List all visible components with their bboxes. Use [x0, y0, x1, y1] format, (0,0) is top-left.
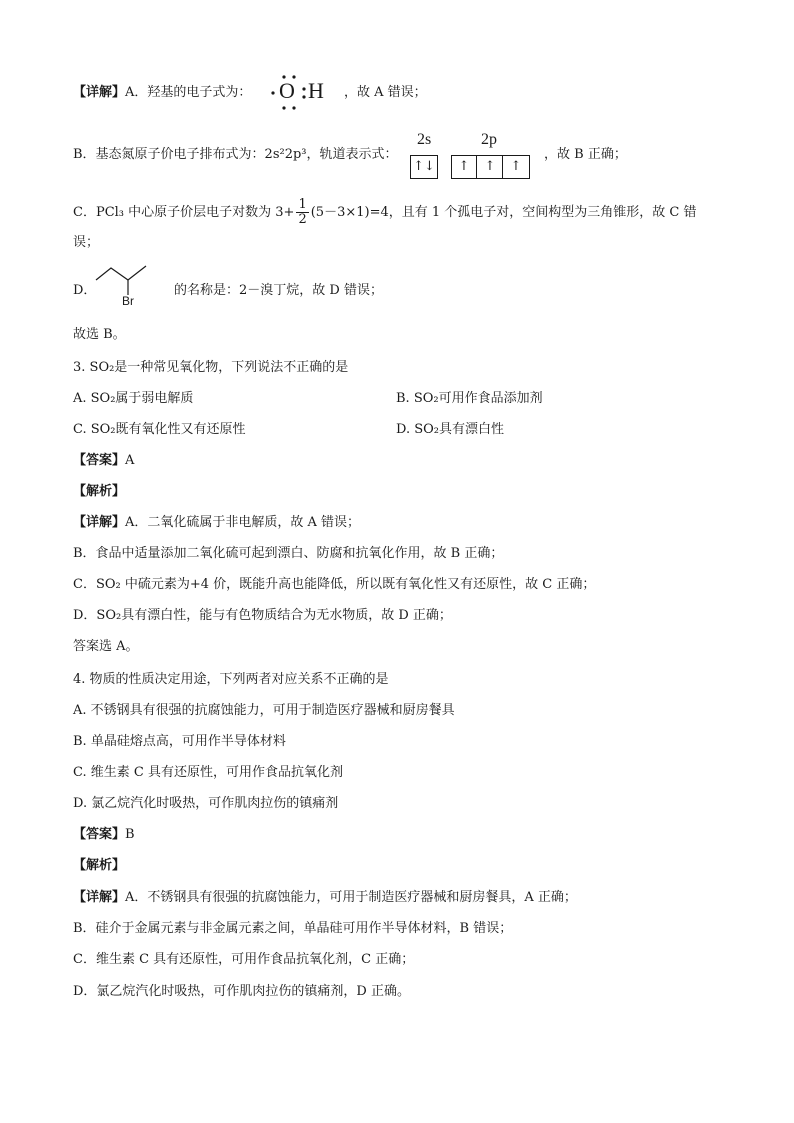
formula-h: H	[308, 78, 324, 103]
q3-answer	[73, 452, 134, 470]
q3-answer-value: A	[125, 453, 135, 468]
q3-option-d: D. SO₂具有漂白性	[396, 422, 504, 437]
answer-tag: 【答案】	[73, 827, 126, 842]
detail-d-text: 的名称是：2－溴丁烷，故 D 错误；	[174, 283, 383, 298]
q4-stem: 4. 物质的性质决定用途，下列两者对应关系不正确的是	[73, 672, 389, 687]
fraction-denominator: 2	[298, 212, 307, 227]
q3-detail-d: D．SO₂具有漂白性，能与有色物质结合为无水物质，故 D 正确；	[73, 608, 452, 623]
q3-analysis-tag: 【解析】	[73, 484, 126, 499]
formula-o: O	[279, 78, 295, 103]
fraction-numerator: 1	[298, 197, 307, 212]
detail-c-line	[73, 198, 697, 228]
orbital-2s-arrows: ↑↓	[413, 159, 435, 174]
q3-detail-a	[73, 514, 360, 532]
detail-d-prefix: D．	[73, 283, 97, 298]
orbital-box-2s	[410, 155, 438, 179]
q4-answer-value: B	[125, 827, 135, 842]
orbital-box-2p	[451, 155, 530, 179]
detail-a-tail: ，故 A 错误；	[344, 85, 427, 100]
detail-tag: 【详解】	[73, 515, 126, 530]
orbital-label-2s: 2s	[417, 131, 432, 148]
q4-answer	[73, 826, 135, 844]
q4-option-a: A. 不锈钢具有很强的抗腐蚀能力，可用于制造医疗器械和厨房餐具	[73, 703, 455, 718]
detail-tag: 【详解】	[73, 890, 126, 905]
detail-a-line	[73, 84, 251, 102]
q4-detail-c: C．维生素 C 具有还原性，可用作食品抗氧化剂，C 正确；	[73, 952, 415, 967]
q4-option-d: D. 氯乙烷汽化时吸热，可作肌肉拉伤的镇痛剂	[73, 796, 339, 811]
bromobutane-structure	[92, 258, 162, 308]
detail-c-text2: (5－3×1)=4，且有 1 个孤电子对，空间构型为三角锥形，故 C 错	[310, 205, 697, 220]
q3-stem: 3. SO₂是一种常见氧化物，下列说法不正确的是	[73, 360, 349, 375]
q3-option-c: C. SO₂既有氧化性又有还原性	[73, 422, 246, 437]
q3-detail-c: C．SO₂ 中硫元素为+4 价，既能升高也能降低，所以既有氧化性又有还原性，故 C 正确；	[73, 577, 596, 592]
detail-tag: 【详解】	[73, 85, 126, 100]
orbital-label-2p: 2p	[481, 131, 497, 148]
q4-option-c: C. 维生素 C 具有还原性，可用作食品抗氧化剂	[73, 765, 343, 780]
q3-detail-a-text: A．二氧化硫属于非电解质，故 A 错误；	[125, 515, 361, 530]
conclusion-q2: 故选 B。	[73, 327, 126, 342]
q3-option-a: A. SO₂属于弱电解质	[73, 391, 194, 406]
hydroxyl-electron-formula	[268, 72, 332, 112]
orbital-2p-x: ↑	[452, 156, 477, 178]
q4-detail-a	[73, 889, 577, 907]
orbital-2p-y: ↑	[478, 156, 503, 178]
fraction-half	[296, 198, 308, 227]
detail-c-text3: 误；	[73, 235, 100, 250]
detail-b-line: B．基态氮原子价电子排布式为：2s²2p³，轨道表示式：	[73, 147, 398, 162]
answer-tag: 【答案】	[73, 453, 126, 468]
q3-conclusion: 答案选 A。	[73, 639, 139, 654]
bromine-label: Br	[122, 294, 134, 308]
q4-analysis-tag: 【解析】	[73, 858, 126, 873]
detail-b-tail: ，故 B 正确；	[544, 147, 627, 162]
q4-option-b: B. 单晶硅熔点高，可用作半导体材料	[73, 734, 286, 749]
detail-a-text: A．羟基的电子式为：	[125, 85, 252, 100]
q4-detail-a-text: A．不锈钢具有很强的抗腐蚀能力，可用于制造医疗器械和厨房餐具，A 正确；	[125, 890, 577, 905]
orbital-2p-z: ↑	[510, 159, 522, 174]
q4-detail-b: B．硅介于金属元素与非金属元素之间，单晶硅可用作半导体材料，B 错误；	[73, 921, 513, 936]
detail-c-text1: C．PCl₃ 中心原子价层电子对数为 3+	[73, 205, 295, 220]
q3-detail-b: B．食品中适量添加二氧化硫可起到漂白、防腐和抗氧化作用，故 B 正确；	[73, 546, 504, 561]
q4-detail-d: D．氯乙烷汽化时吸热，可作肌肉拉伤的镇痛剂，D 正确。	[73, 984, 410, 999]
q3-option-b: B. SO₂可用作食品添加剂	[396, 391, 543, 406]
